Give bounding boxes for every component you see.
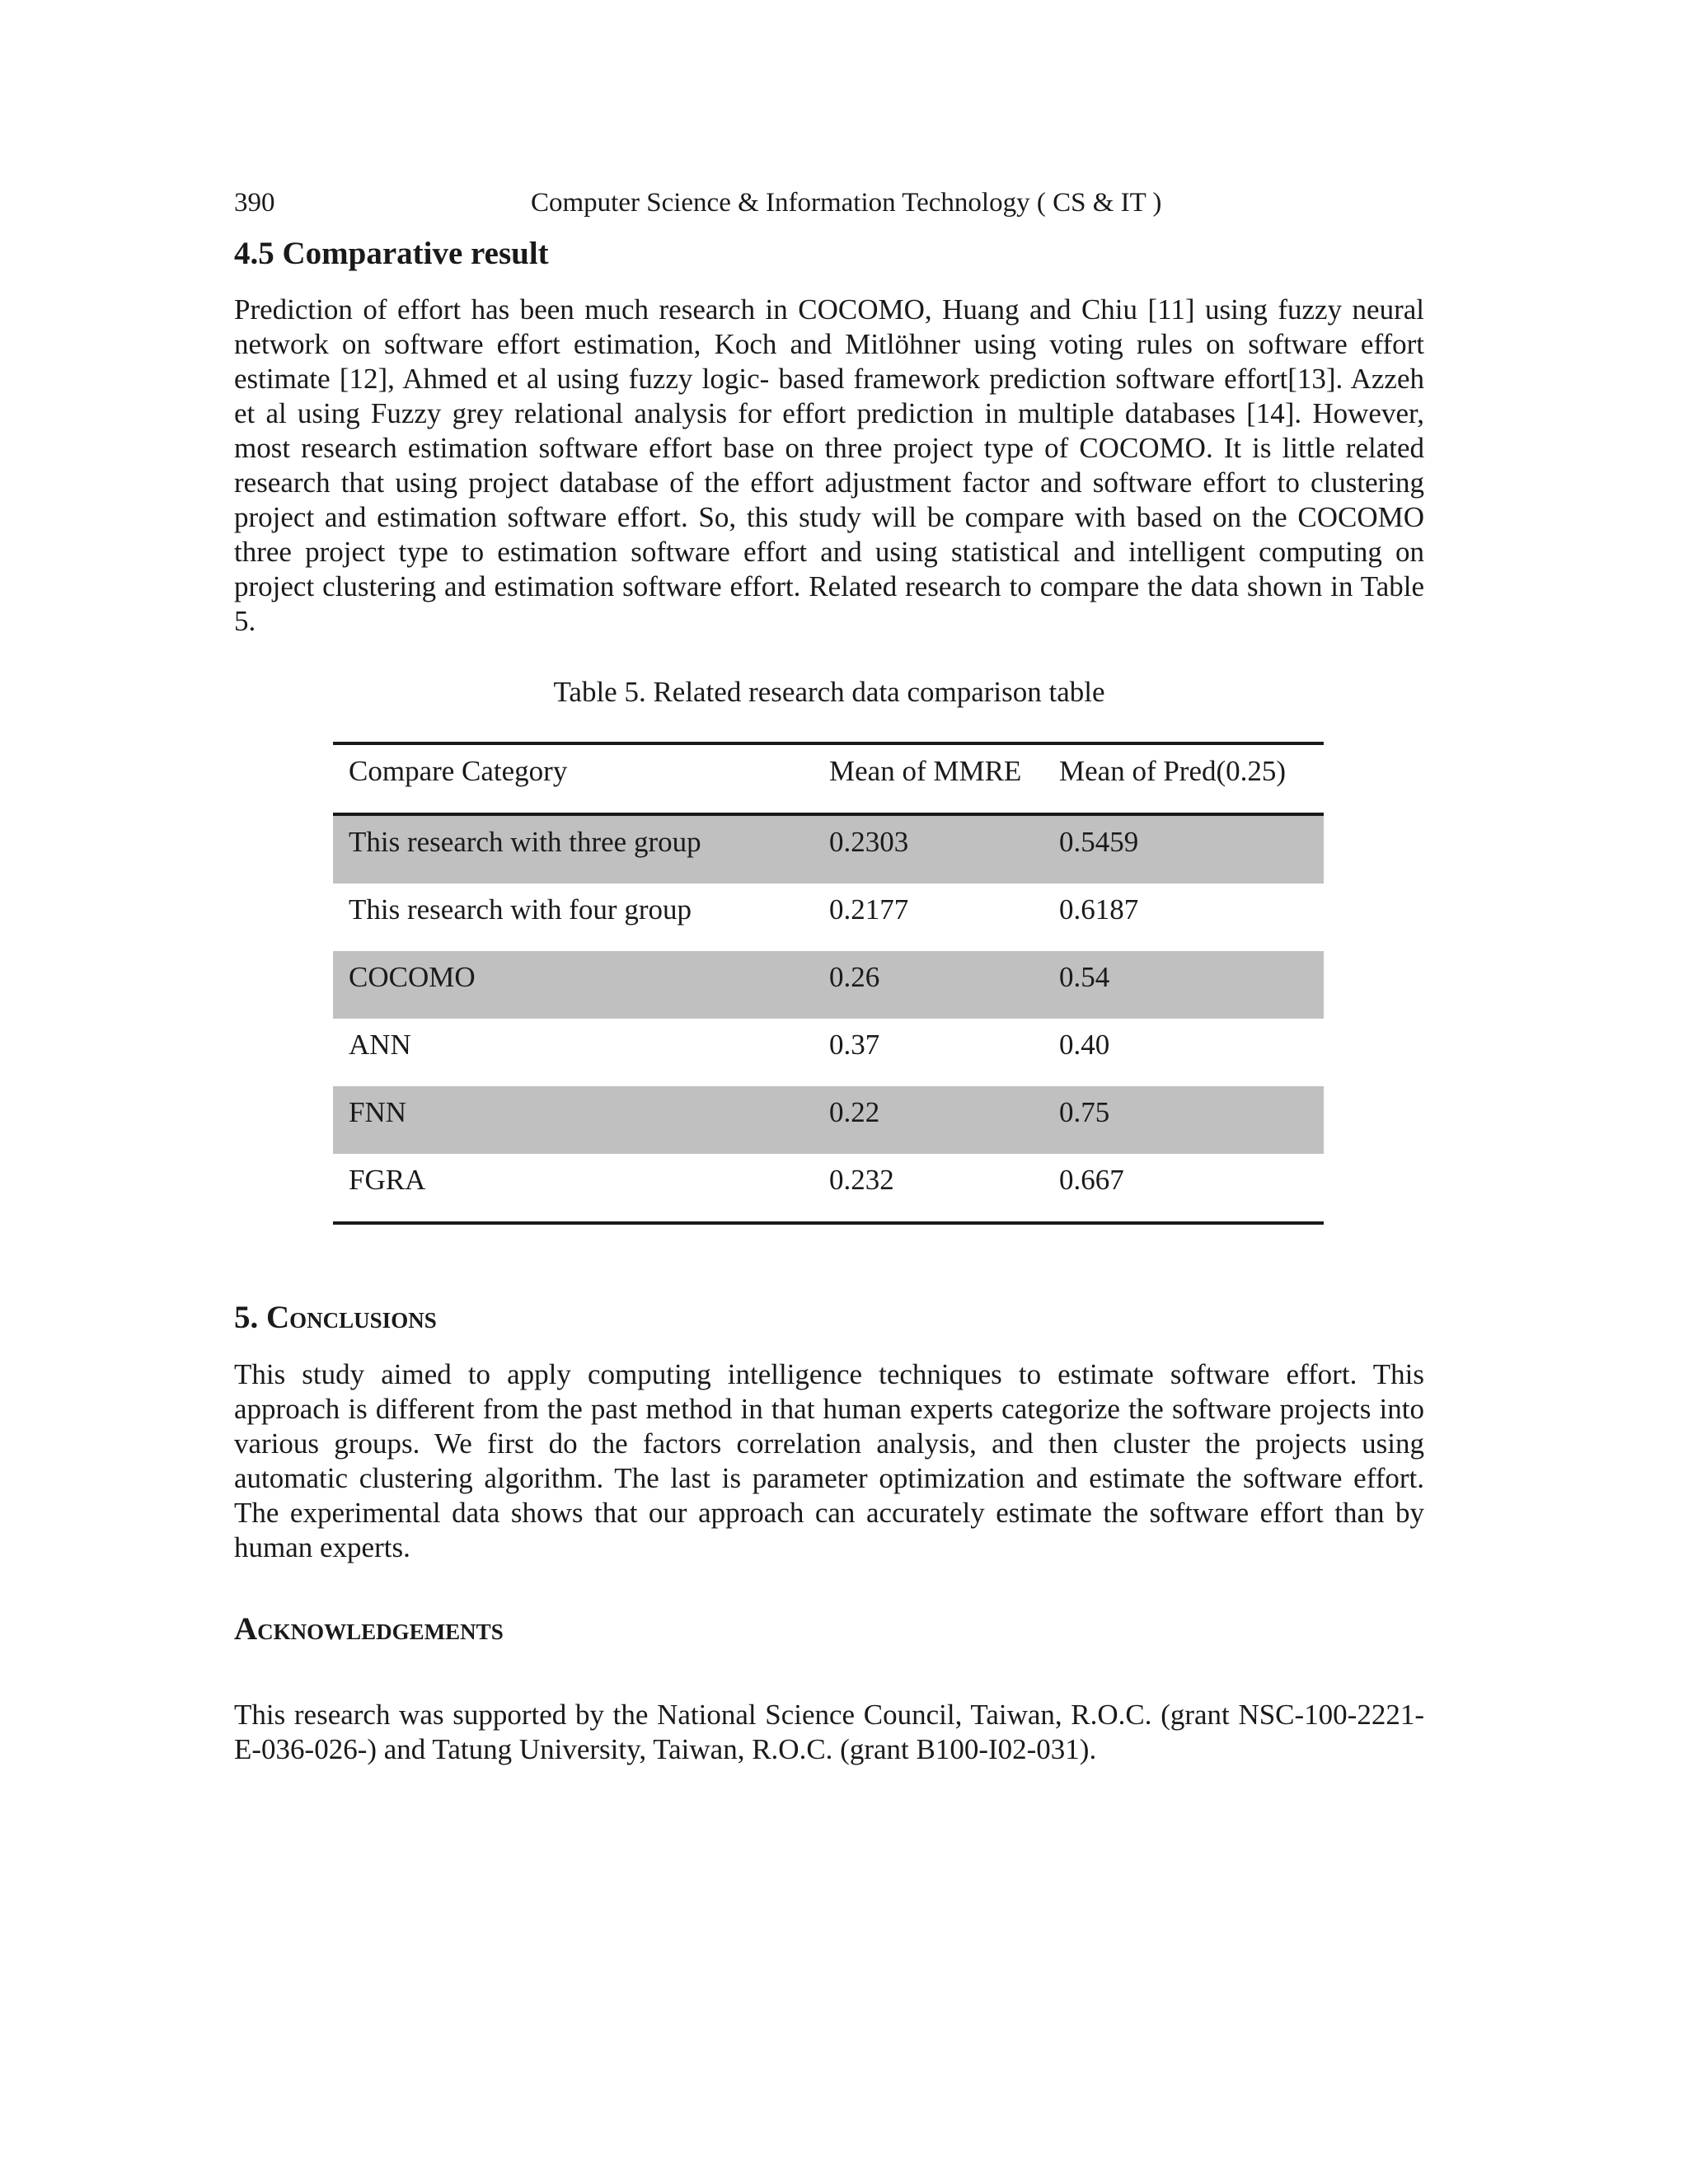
journal-title: Computer Science & Information Technology ( CS & IT ) [531,188,1162,218]
cell-pred: 0.5459 [1059,826,1139,858]
cell-mmre: 0.2177 [829,893,909,926]
cell-category: COCOMO [349,961,476,993]
cell-category: This research with four group [349,893,692,926]
cell-category: ANN [349,1029,411,1061]
table-row [333,951,1324,1019]
table-header-row [333,743,1324,814]
page-number: 390 [234,188,275,218]
conclusions-number: 5. [234,1300,259,1335]
table-caption: Table 5. Related research data comparison table [553,676,1105,708]
comparison-table [333,742,1324,1225]
cell-pred: 0.54 [1059,961,1110,993]
conclusions-title: Conclusions [266,1300,437,1335]
cell-pred: 0.667 [1059,1164,1124,1196]
cell-category: FGRA [349,1164,426,1196]
section-heading-4-5: 4.5 Comparative result [234,236,549,271]
header-mean-mmre: Mean of MMRE [829,755,1022,787]
cell-pred: 0.6187 [1059,893,1139,926]
page-header [234,185,1424,221]
cell-mmre: 0.22 [829,1096,880,1128]
section-heading-acknowledgements: Acknowledgements [234,1611,504,1647]
section-heading-conclusions [234,1297,437,1338]
cell-category: This research with three group [349,826,701,858]
table-row [333,814,1324,883]
header-compare-category: Compare Category [349,755,568,787]
cell-mmre: 0.2303 [829,826,909,858]
cell-mmre: 0.37 [829,1029,880,1061]
cell-pred: 0.40 [1059,1029,1110,1061]
cell-mmre: 0.26 [829,961,880,993]
header-mean-pred: Mean of Pred(0.25) [1059,755,1287,787]
cell-pred: 0.75 [1059,1096,1110,1128]
table-row [333,1086,1324,1154]
table-row [333,883,1324,951]
conclusions-paragraph: This study aimed to apply computing intelligence techniques to estimate software effort. This approach is different from the past method in that human experts categorize the software projects into various groups. We first do the factors correlation analysis, and then cluster the projects using automatic clustering algorithm. The last is parameter optimization and estimate the software effort. The experimental data shows that our approach can accurately estimate the software effort than by human experts. [234,1358,1424,1563]
cell-category: FNN [349,1096,407,1128]
cell-mmre: 0.232 [829,1164,894,1196]
table-row [333,1019,1324,1086]
acknowledgements-paragraph: This research was supported by the National Science Council, Taiwan, R.O.C. (grant NSC-100-2221-E-036-026-) and Tatung University, Taiwan, R.O.C. (grant B100-I02-031). [234,1699,1424,1765]
table-row [333,1154,1324,1223]
comparative-result-paragraph: Prediction of effort has been much research in COCOMO, Huang and Chiu [11] using fuzzy neural network on software effort estimation, Koch and Mitlöhner using voting rules on software effort estimate [12], Ahmed et al using fuzzy logic- based framework prediction software effort[13]. Azzeh et al using Fuzzy grey relational analysis for effort prediction in multiple databases [14]. However, most research estimation software effort base on three project type of COCOMO. It is little related research that using project database of the effort adjustment factor and software effort to clustering project and estimation software effort. So, this study will be compare with based on the COCOMO three project type to estimation software effort and using statistical and intelligent computing on project clustering and estimation software effort. Related research to compare the data shown in Table 5. [234,293,1424,637]
